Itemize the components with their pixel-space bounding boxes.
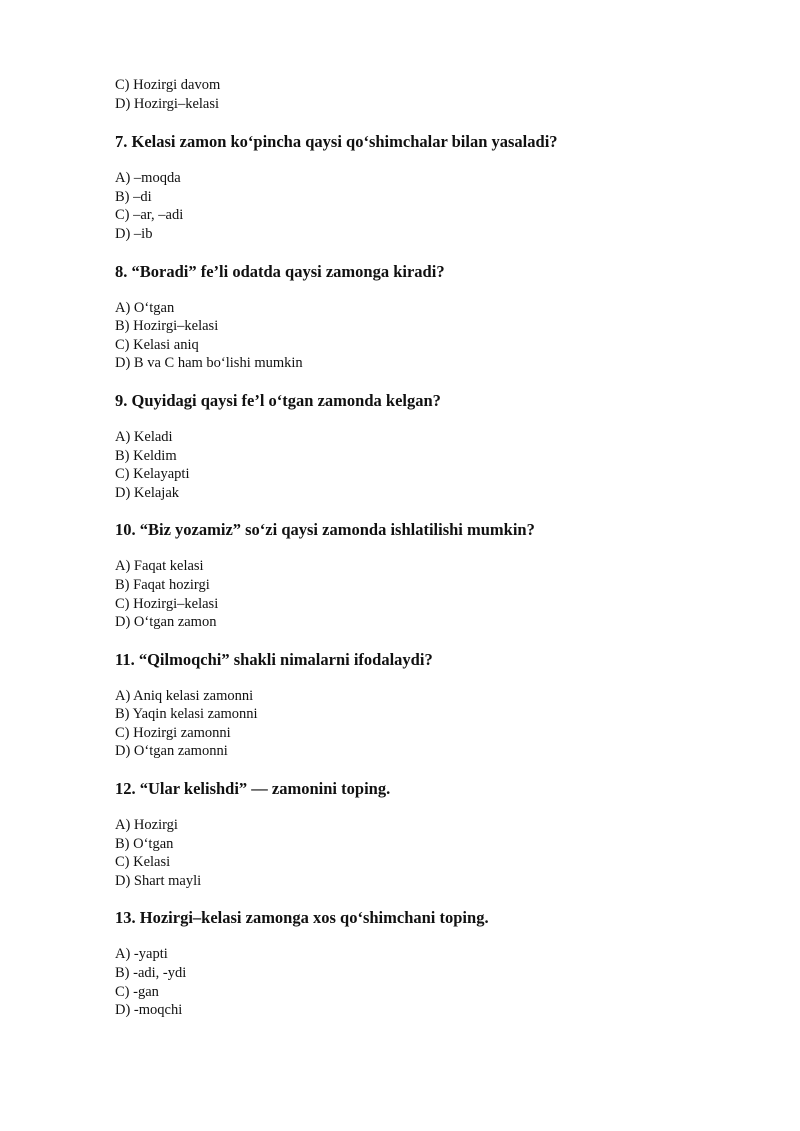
question-title: 13. Hozirgi–kelasi zamonga xos qo‘shimchani toping. — [115, 908, 489, 928]
answer-option: B) -adi, -ydi — [115, 965, 187, 982]
answer-option: A) Faqat kelasi — [115, 558, 204, 575]
answer-option: B) Faqat hozirgi — [115, 576, 210, 593]
previous-question-options — [115, 76, 755, 113]
answer-option: D) Hozirgi–kelasi — [115, 95, 220, 112]
question-title: 7. Kelasi zamon ko‘pincha qaysi qo‘shimchalar bilan yasaladi? — [115, 132, 558, 152]
question-8 — [115, 262, 755, 373]
question-13 — [115, 908, 755, 1019]
answer-option: B) Keldim — [115, 447, 177, 464]
answer-option: D) Kelajak — [115, 484, 180, 501]
answer-option: C) Hozirgi davom — [115, 77, 221, 93]
answer-option: D) B va C ham bo‘lishi mumkin — [115, 355, 303, 372]
answer-option: B) Hozirgi–kelasi — [115, 318, 219, 335]
answer-option: B) Yaqin kelasi zamonni — [115, 706, 258, 723]
answer-option: A) O‘tgan — [115, 299, 175, 316]
answer-option: D) –ib — [115, 225, 153, 242]
answer-option: A) Hozirgi — [115, 817, 178, 834]
answer-option: A) Keladi — [115, 428, 173, 445]
document-page — [115, 76, 755, 1038]
answer-option: C) Kelayapti — [115, 466, 190, 483]
answer-option: C) Hozirgi–kelasi — [115, 595, 219, 612]
answer-option: A) -yapti — [115, 946, 168, 963]
question-title: 12. “Ular kelishdi” — zamonini toping. — [115, 779, 391, 799]
answer-option: D) Shart mayli — [115, 872, 202, 889]
question-title: 9. Quyidagi qaysi fe’l o‘tgan zamonda kelgan? — [115, 390, 441, 410]
question-10 — [115, 520, 755, 631]
answer-option: B) –di — [115, 188, 152, 205]
answer-option: B) O‘tgan — [115, 835, 174, 852]
answer-option: D) O‘tgan zamonni — [115, 743, 228, 760]
question-title: 11. “Qilmoqchi” shakli nimalarni ifodalaydi? — [115, 649, 433, 669]
answer-option: C) Kelasi aniq — [115, 336, 199, 353]
answer-option: A) Aniq kelasi zamonni — [115, 687, 254, 704]
answer-option: A) –moqda — [115, 170, 181, 187]
answer-option: C) –ar, –adi — [115, 207, 184, 224]
question-title: 10. “Biz yozamiz” so‘zi qaysi zamonda ishlatilishi mumkin? — [115, 520, 535, 540]
answer-option: C) -gan — [115, 983, 159, 1000]
question-12 — [115, 779, 755, 890]
question-7 — [115, 132, 755, 243]
answer-option: C) Kelasi — [115, 854, 171, 871]
answer-option: D) O‘tgan zamon — [115, 614, 217, 631]
question-title: 8. “Boradi” fe’li odatda qaysi zamonga kiradi? — [115, 261, 445, 281]
answer-option: C) Hozirgi zamonni — [115, 724, 231, 741]
question-9 — [115, 391, 755, 502]
question-11 — [115, 650, 755, 761]
answer-option: D) -moqchi — [115, 1002, 183, 1019]
